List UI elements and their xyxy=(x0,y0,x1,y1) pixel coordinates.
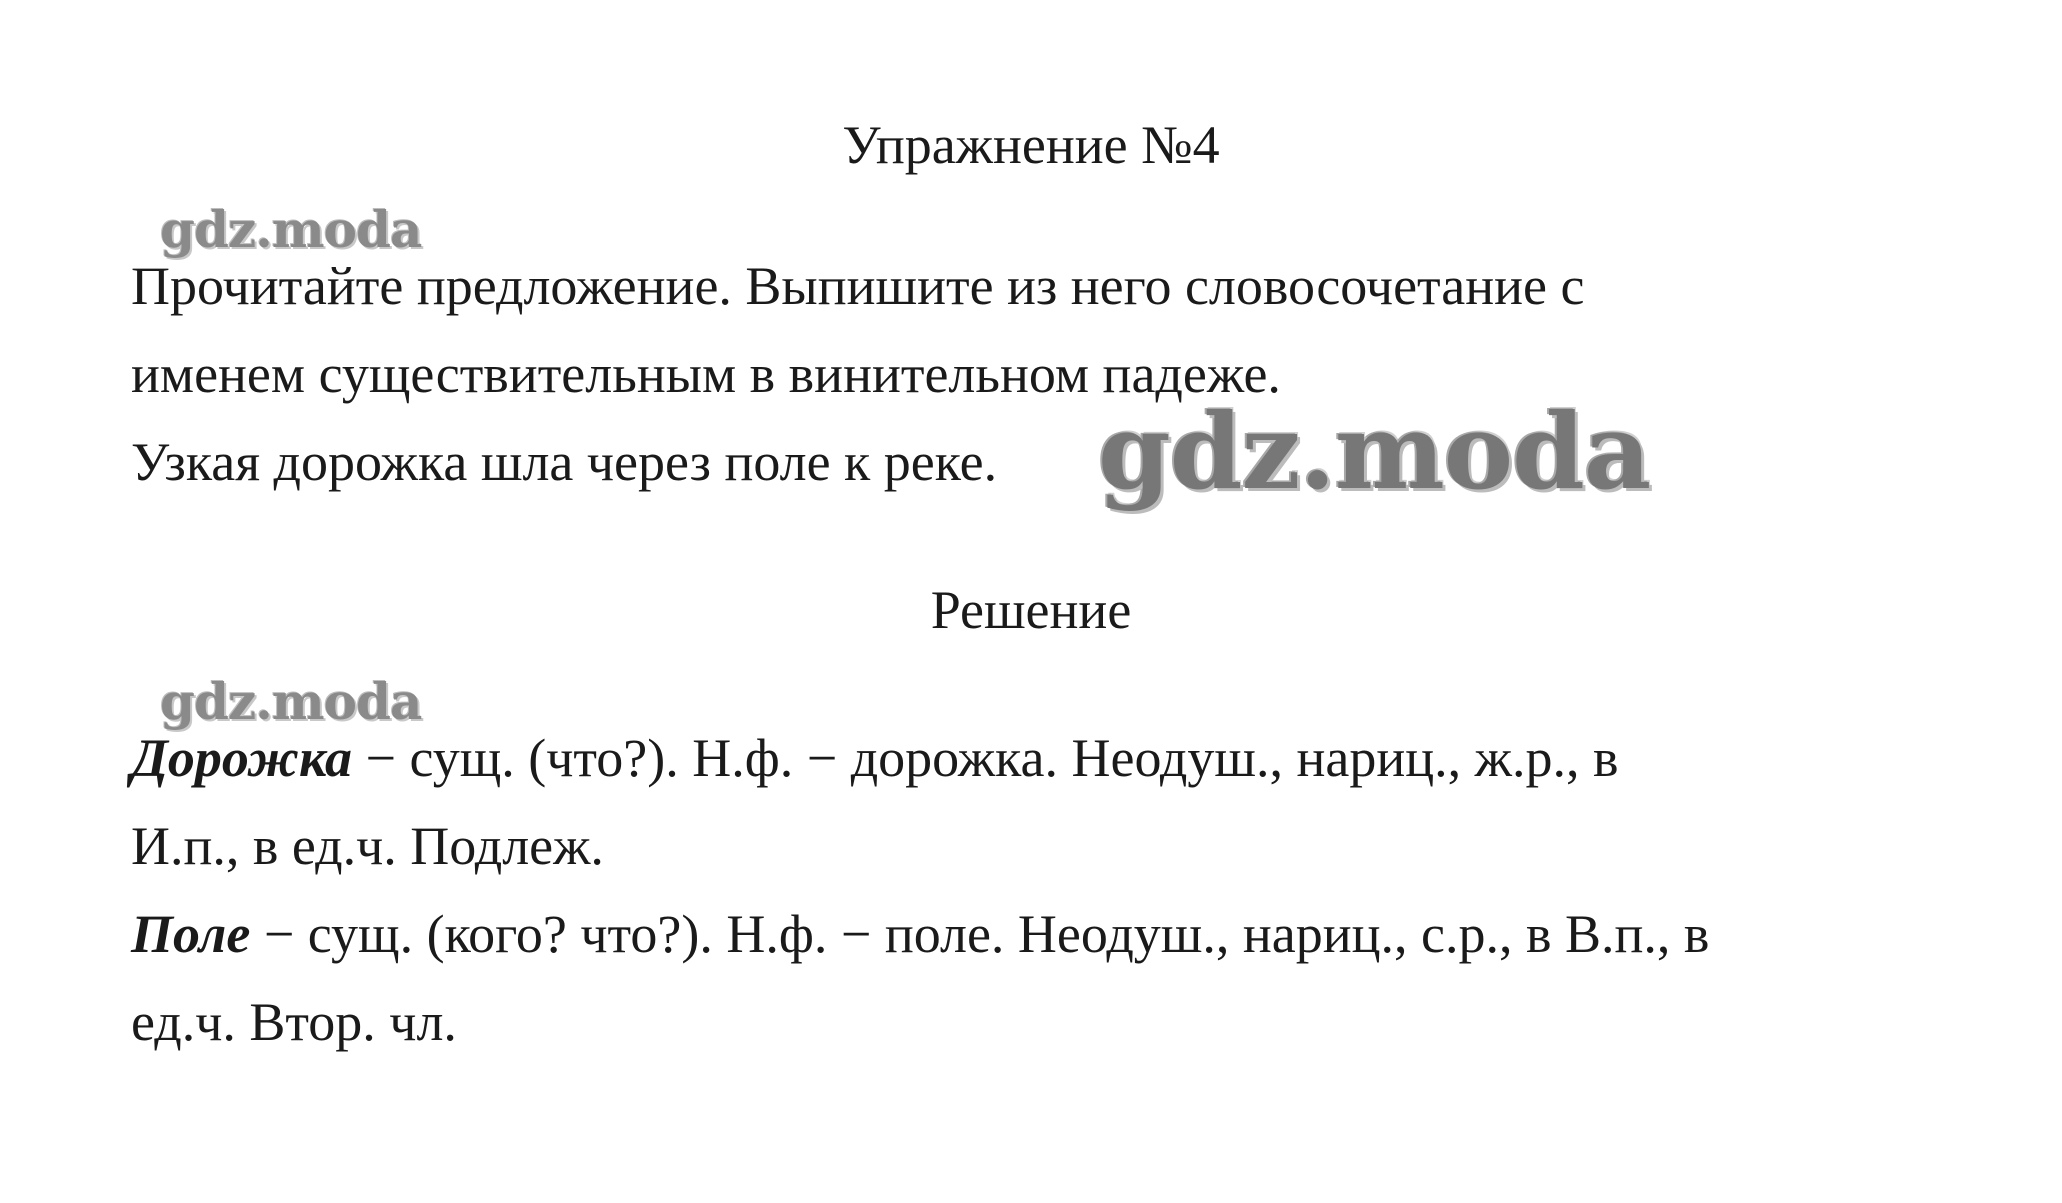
task-text-line-2: именем существительным в винительном падеже. xyxy=(131,344,1281,404)
task-sentence: Узкая дорожка шла через поле к реке. xyxy=(131,432,998,492)
watermark-logo: gdz.moda xyxy=(160,672,422,731)
solution-analysis: − сущ. (что?). Н.ф. − дорожка. Неодуш., нариц., ж.р., в xyxy=(351,728,1619,788)
solution-entry-2-line-2: ед.ч. Втор. чл. xyxy=(131,992,457,1052)
solution-term: Поле xyxy=(131,904,251,964)
task-text-line-1: Прочитайте предложение. Выпишите из него словосочетание с xyxy=(131,256,1585,316)
solution-title: Решение xyxy=(930,580,1132,640)
exercise-title: Упражнение №4 xyxy=(842,115,1220,175)
watermark-logo-large: gdz.moda xyxy=(1098,390,1651,513)
solution-analysis: − сущ. (кого? что?). Н.ф. − поле. Неодуш., нариц., с.р., в В.п., в xyxy=(250,904,1710,964)
solution-entry-1-line-2: И.п., в ед.ч. Подлеж. xyxy=(131,816,604,876)
solution-entry-1-line-1 xyxy=(131,728,1618,788)
solution-term: Дорожка xyxy=(131,728,352,788)
watermark-logo: gdz.moda xyxy=(160,200,422,259)
solution-entry-2-line-1 xyxy=(131,904,1709,964)
